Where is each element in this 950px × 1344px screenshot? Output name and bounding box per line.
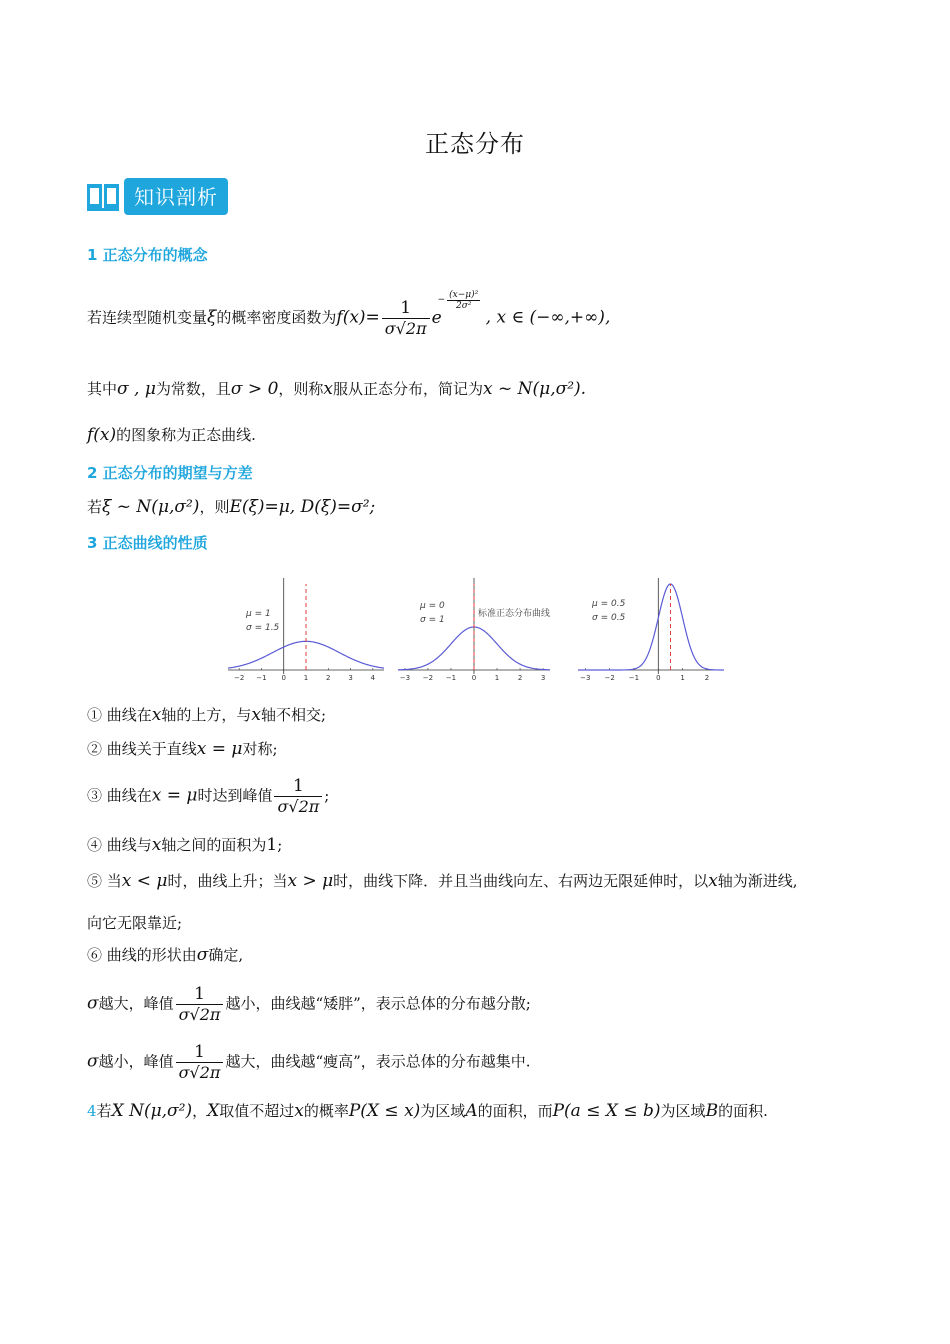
text: ② 曲线关于直线: [87, 740, 197, 758]
distribution: X N(μ,σ²): [111, 1101, 193, 1121]
param-label: μ = 1: [246, 609, 271, 619]
peak-fraction: [176, 984, 224, 1025]
param-label: σ = 0.5: [592, 613, 626, 623]
x: x: [294, 1101, 304, 1121]
curve-annotation: 标准正态分布曲线: [478, 609, 551, 619]
exp-numerator: (x−μ)²: [449, 289, 479, 300]
text: 对称;: [242, 740, 278, 758]
X: X: [207, 1101, 220, 1121]
param-label: σ = 1.5: [246, 623, 280, 633]
text: 为常数，且: [155, 380, 231, 398]
property-3: [87, 776, 329, 817]
distribution: ξ ~ N(μ,σ²): [102, 497, 200, 517]
tick-label: −2: [233, 674, 245, 682]
property-6-large: [87, 984, 531, 1025]
exp-minus: −: [437, 295, 446, 305]
region-B: B: [705, 1101, 719, 1121]
tick-label: 3: [540, 674, 546, 682]
section-4-line: [87, 1100, 768, 1121]
fraction-denominator: σ√2π: [274, 796, 322, 817]
page-title: 正态分布: [425, 130, 525, 158]
tick-label: 1: [680, 674, 685, 682]
e-symbol: e: [431, 307, 442, 328]
tick-label: 1: [303, 674, 309, 682]
fraction-denominator: σ√2π: [382, 318, 430, 339]
text: 越大，峰值: [98, 994, 174, 1013]
peak-fraction: [274, 776, 322, 817]
text: 轴的上方，与: [161, 706, 252, 724]
xi-symbol: ξ: [207, 307, 217, 328]
peak-fraction: [176, 1042, 224, 1083]
text: ，则: [199, 498, 230, 516]
fx-formula: f(x)=: [336, 307, 380, 328]
fraction-denominator: σ√2π: [176, 1062, 224, 1083]
text: 越小，曲线越“矮胖”，表示总体的分布越分散;: [225, 994, 531, 1013]
exp-denominator: 2σ²: [455, 300, 472, 311]
fx: f(x): [87, 425, 117, 445]
params: σ , μ: [117, 379, 156, 399]
text: 若连续型随机变量: [87, 308, 208, 327]
sigma: σ: [87, 993, 99, 1014]
text: 若: [87, 498, 103, 516]
tick-label: −1: [628, 674, 640, 682]
section-banner: [86, 178, 228, 214]
text: ④ 曲线与: [87, 836, 152, 854]
section-4-number: 4: [87, 1102, 97, 1120]
text: 轴之间的面积为: [161, 836, 267, 854]
pdf-definition: [87, 289, 611, 339]
property-5-cont: 向它无限靠近;: [87, 914, 183, 932]
domain: , x ∈ (−∞,+∞),: [485, 307, 611, 328]
formula: E(ξ)=μ, D(ξ)=σ²;: [229, 497, 376, 517]
region-A: A: [465, 1101, 478, 1121]
property-1: [87, 704, 326, 725]
text: 越大，曲线越“瘦高”，表示总体的分布越集中.: [225, 1052, 531, 1071]
tick-label: 4: [370, 674, 376, 682]
x: x: [151, 835, 162, 855]
condition: σ > 0: [230, 379, 279, 399]
tick-label: −1: [445, 674, 457, 682]
notation: x ~ N(μ,σ²).: [483, 379, 587, 399]
text: 的面积.: [718, 1102, 768, 1120]
banner-label: 知识剖析: [124, 178, 228, 215]
math: x = μ: [196, 739, 243, 759]
text: 时达到峰值: [197, 786, 273, 805]
text: 的图象称为正态曲线.: [116, 426, 256, 444]
tick-label: 3: [348, 674, 353, 682]
pdf-fraction: [382, 298, 430, 339]
param-label: μ = 0.5: [592, 599, 626, 609]
property-6: [87, 944, 243, 965]
text: 的面积，而: [477, 1102, 553, 1120]
text: ;: [277, 836, 283, 854]
math: x < μ: [121, 871, 168, 891]
text: ，: [192, 1102, 208, 1120]
text: 服从正态分布，简记为: [333, 380, 484, 398]
params-line: [87, 378, 586, 399]
fraction-numerator: 1: [292, 776, 304, 796]
text: 轴不相交;: [260, 706, 327, 724]
fraction-denominator: σ√2π: [176, 1004, 224, 1025]
curve-definition: [87, 424, 256, 445]
property-5: [87, 870, 798, 891]
tick-label: −1: [256, 674, 267, 682]
sigma: σ: [87, 1051, 99, 1072]
text: ① 曲线在: [87, 706, 152, 724]
text: 为区域: [660, 1102, 706, 1120]
text: ③ 曲线在: [87, 786, 152, 805]
text: 轴为渐进线,: [717, 872, 798, 890]
value: 1: [266, 835, 278, 855]
text: ⑤ 当: [87, 872, 122, 890]
fraction-numerator: 1: [194, 984, 205, 1004]
text: 确定,: [208, 946, 244, 964]
text: 的概率密度函数为: [216, 308, 337, 327]
property-4: [87, 834, 282, 855]
tick-label: −2: [604, 674, 615, 682]
tick-label: −2: [422, 674, 434, 682]
fraction-numerator: 1: [400, 298, 412, 318]
tick-label: 0: [471, 674, 477, 682]
text: 取值不超过: [219, 1102, 295, 1120]
density-curve: [578, 584, 724, 670]
section-3-heading: 3 正态曲线的性质: [87, 534, 208, 552]
probability-1: P(X ≤ x): [348, 1101, 421, 1121]
tick-label: 0: [281, 674, 286, 682]
text: 为区域: [420, 1102, 466, 1120]
x: x: [708, 871, 718, 891]
x: x: [251, 705, 261, 725]
normal-curves-figure: [226, 572, 726, 688]
text: 时，曲线上升；当: [167, 872, 288, 890]
tick-label: 0: [656, 674, 661, 682]
exp-base: [431, 289, 479, 328]
fraction-numerator: 1: [194, 1042, 205, 1062]
book-icon: [86, 179, 120, 213]
text: 其中: [87, 380, 118, 398]
tick-label: 2: [517, 674, 523, 682]
section-1-heading: 1 正态分布的概念: [87, 246, 208, 264]
text: 若: [96, 1102, 112, 1120]
x-symbol: x: [323, 379, 333, 399]
x: x: [151, 705, 162, 725]
exponent: [438, 290, 481, 311]
property-2: [87, 738, 278, 759]
param-label: μ = 0: [420, 601, 445, 611]
tick-label: −3: [580, 674, 591, 682]
tick-label: 1: [494, 674, 500, 682]
section-2-heading: 2 正态分布的期望与方差: [87, 464, 253, 482]
expectation-line: [87, 496, 375, 517]
text: 时，曲线下降．并且当曲线向左、右两边无限延伸时，以: [333, 872, 709, 890]
text: ;: [324, 786, 330, 805]
text: ，则称: [278, 380, 324, 398]
text: ⑥ 曲线的形状由: [87, 946, 197, 964]
text: 的概率: [303, 1102, 349, 1120]
probability-2: P(a ≤ X ≤ b): [552, 1101, 661, 1121]
param-label: σ = 1: [420, 615, 445, 625]
tick-label: −3: [399, 674, 411, 682]
text: 越小，峰值: [98, 1052, 174, 1071]
tick-label: 2: [704, 674, 710, 682]
sigma: σ: [196, 945, 209, 965]
property-6-small: [87, 1042, 531, 1083]
math: x = μ: [151, 785, 198, 806]
math: x > μ: [287, 871, 334, 891]
tick-label: 2: [326, 674, 331, 682]
